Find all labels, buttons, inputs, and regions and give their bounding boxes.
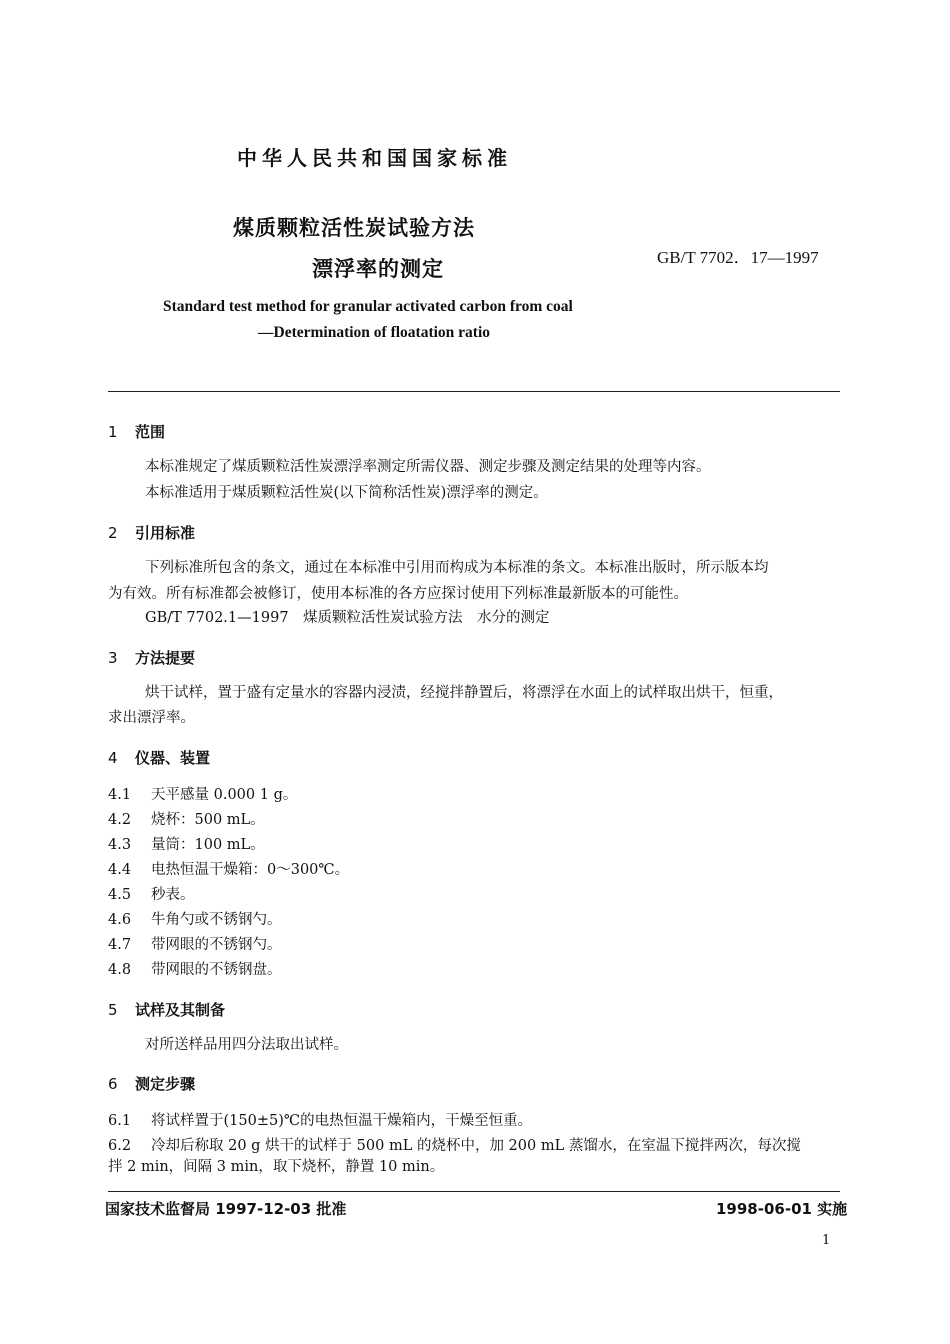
section-5-heading xyxy=(108,999,225,1020)
section-4-heading xyxy=(108,747,210,768)
section-2-paragraph-line1: 下列标准所包含的条文，通过在本标准中引用而构成为本标准的条文。本标准出版时，所示版本均 xyxy=(145,560,769,576)
section-3-paragraph-line1: 烘干试样，置于盛有定量水的容器内浸渍，经搅拌静置后，将漂浮在水面上的试样取出烘干，恒重， xyxy=(145,685,783,701)
list-item xyxy=(108,1109,532,1130)
item-number: 6.2 xyxy=(108,1138,132,1154)
standard-code: GB/T 7702．17—1997 xyxy=(657,248,819,267)
section-number: 1 xyxy=(108,423,118,441)
item-text: 牛角勺或不锈钢勺。 xyxy=(151,912,282,928)
section-6-heading xyxy=(108,1073,195,1094)
document-title-cn-line2: 漂浮率的测定 xyxy=(312,257,444,281)
approval-date: 国家技术监督局 1997-12-03 批准 xyxy=(105,1200,347,1218)
section-1-paragraph-2: 本标准适用于煤质颗粒活性炭(以下简称活性炭)漂浮率的测定。 xyxy=(145,485,548,501)
list-item xyxy=(108,783,297,804)
item-number: 4.5 xyxy=(108,887,132,903)
section-2-reference: GB/T 7702.1—1997 煤质颗粒活性炭试验方法 水分的测定 xyxy=(145,610,550,626)
section-title: 范围 xyxy=(135,423,166,441)
section-number: 4 xyxy=(108,749,118,767)
section-2-heading xyxy=(108,522,195,543)
list-item xyxy=(108,858,349,879)
item-text: 带网眼的不锈钢盘。 xyxy=(151,962,282,978)
item-number: 4.3 xyxy=(108,837,132,853)
item-number: 4.7 xyxy=(108,937,132,953)
item-text: 电热恒温干燥箱：0～300℃。 xyxy=(151,862,350,878)
section-5-paragraph: 对所送样品用四分法取出试样。 xyxy=(145,1037,348,1053)
item-text: 烧杯：500 mL。 xyxy=(151,812,265,828)
document-title-en-line2: —Determination of floatation ratio xyxy=(258,324,491,341)
section-title: 引用标准 xyxy=(135,524,196,542)
document-title-cn-line1: 煤质颗粒活性炭试验方法 xyxy=(233,216,475,240)
item-number: 4.1 xyxy=(108,787,132,803)
section-6-item-2-continuation: 拌 2 min，间隔 3 min，取下烧杯，静置 10 min。 xyxy=(108,1159,445,1175)
list-item xyxy=(108,933,282,954)
item-text: 天平感量 0.000 1 g。 xyxy=(151,787,298,803)
effective-date: 1998-06-01 实施 xyxy=(716,1200,848,1218)
list-item xyxy=(108,908,282,929)
national-standard-title: 中华人民共和国国家标准 xyxy=(237,146,512,170)
item-number: 4.6 xyxy=(108,912,132,928)
list-item xyxy=(108,833,265,854)
item-text: 量筒：100 mL。 xyxy=(151,837,265,853)
section-2-paragraph-line2: 为有效。所有标准都会被修订，使用本标准的各方应探讨使用下列标准最新版本的可能性。 xyxy=(108,586,688,602)
item-number: 4.2 xyxy=(108,812,132,828)
section-1-heading xyxy=(108,421,165,442)
document-title-en-line1: Standard test method for granular activated carbon from coal xyxy=(163,298,573,315)
section-title: 仪器、装置 xyxy=(135,749,211,767)
section-number: 3 xyxy=(108,649,118,667)
section-title: 测定步骤 xyxy=(135,1075,196,1093)
header-divider xyxy=(108,391,840,392)
item-number: 4.8 xyxy=(108,962,132,978)
list-item xyxy=(108,808,265,829)
section-1-paragraph-1: 本标准规定了煤质颗粒活性炭漂浮率测定所需仪器、测定步骤及测定结果的处理等内容。 xyxy=(145,459,711,475)
section-number: 5 xyxy=(108,1001,118,1019)
list-item xyxy=(108,958,282,979)
list-item xyxy=(108,1134,801,1155)
item-number: 4.4 xyxy=(108,862,132,878)
page-number: 1 xyxy=(822,1233,831,1248)
section-number: 2 xyxy=(108,524,118,542)
section-number: 6 xyxy=(108,1075,118,1093)
item-text: 将试样置于(150±5)℃的电热恒温干燥箱内，干燥至恒重。 xyxy=(151,1113,533,1129)
item-number: 6.1 xyxy=(108,1113,132,1129)
section-title: 方法提要 xyxy=(135,649,196,667)
section-3-heading xyxy=(108,647,195,668)
section-title: 试样及其制备 xyxy=(135,1001,226,1019)
item-text: 冷却后称取 20 g 烘干的试样于 500 mL 的烧杯中，加 200 mL 蒸馏水，在室温下搅拌两次，每次搅 xyxy=(151,1138,801,1154)
item-text: 带网眼的不锈钢勺。 xyxy=(151,937,282,953)
footer-divider xyxy=(108,1191,840,1192)
item-text: 秒表。 xyxy=(151,887,195,903)
list-item xyxy=(108,883,195,904)
section-3-paragraph-line2: 求出漂浮率。 xyxy=(108,710,195,726)
